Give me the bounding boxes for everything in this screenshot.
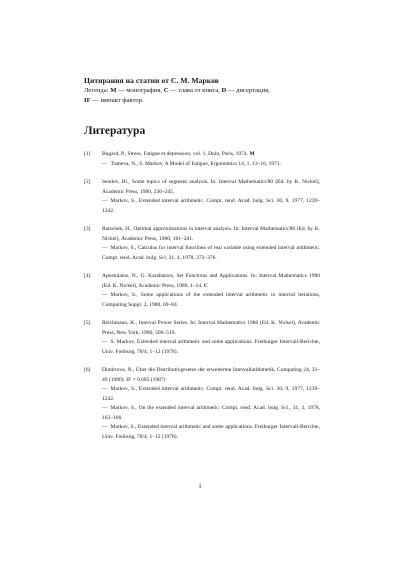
citing-paper — [102, 385, 320, 404]
citing-paper — [102, 404, 320, 423]
reference-citation: Bugard, P., Stress, Fatigue et depression, vol. 1, Doin, Paris, 1974. — [102, 151, 249, 157]
reference-text — [102, 225, 320, 244]
citation-dash: — — [102, 386, 108, 392]
reference-text — [102, 150, 320, 160]
legend-code-monograph: M — [110, 87, 117, 94]
legend-desc-chapter: — глава от книга, — [168, 87, 222, 94]
reference-type-mark: C — [203, 282, 208, 289]
reference-number: [4] — [84, 273, 91, 279]
citation-dash: — — [102, 198, 108, 204]
literature-heading: Литература — [84, 125, 146, 137]
legend-code-impact: IF — [84, 97, 91, 104]
citation-dash: — — [102, 339, 108, 345]
page-number: 1 — [198, 483, 202, 490]
citation-dash: — — [102, 292, 108, 298]
citing-paper-text: Markov, S., Calculus for interval functions of real variable using extended interval arithmetic. Compt. rend. Acad. bulg. Sci. 31, 4, 1978, 373–376. — [102, 245, 320, 261]
reference-item — [84, 150, 320, 169]
reference-number: [3] — [84, 226, 91, 232]
reference-item — [84, 225, 320, 263]
reference-text — [102, 319, 320, 338]
reference-type-mark: M — [249, 151, 255, 157]
citing-paper-text: Markov, S., Extended interval arithmetic. Compt. rend. Acad. bulg. Sci. 30, 9, 1977, 1239–1242. — [102, 198, 320, 214]
reference-number: [2] — [84, 179, 91, 185]
citation-dash: — — [102, 405, 108, 411]
reference-number: [5] — [84, 320, 91, 326]
reference-text — [102, 366, 320, 385]
citation-dash: — — [102, 245, 108, 251]
reference-item — [84, 272, 320, 310]
reference-citation: Reichmann, K., Interval Power Series. In: Interval Mathematics 1980 (Ed. K. Nickel), Academic Press, New York, 1980, 509–519. — [102, 320, 320, 336]
citing-paper — [102, 291, 320, 310]
reference-citation: Sendov, Bl., Some topics of segment analysis. In: Interval Mathematics'80 (Ed. by K. Nickel), Academic Press, 1980, 236–245. — [102, 179, 320, 195]
reference-item — [84, 366, 320, 442]
reference-number: [6] — [84, 367, 91, 373]
citing-paper — [102, 244, 320, 263]
reference-number: [1] — [84, 151, 91, 157]
citing-paper-text: Markov, S., Extended interval arithmetic. Compt. rend. Acad. bulg. Sci. 30, 9, 1977, 1239–1242. — [102, 386, 320, 402]
citing-paper — [102, 338, 320, 357]
legend-code-dissertation: D — [221, 87, 227, 94]
citing-paper — [102, 197, 320, 216]
reference-item — [84, 178, 320, 216]
reference-list — [84, 150, 320, 442]
legend-desc-impact: — импакт фактор. — [90, 97, 144, 104]
legend-prefix: Легенда: — [84, 87, 111, 94]
reference-citation: Dimitrova, N., Über die Distributivgesetze der erweiterten Intervallarithmetik. Computing 24, 33–49 (1980). IF = 0.685 (1987) — [102, 367, 320, 383]
reference-item — [84, 319, 320, 357]
reference-citation: Ratschek, H., Optimal approximations in interval analysis. In: Interval Mathematics'80 (Ed. by K. Nickel), Academic Press, 1980, 181–201. — [102, 226, 320, 242]
legend-code-chapter: C — [163, 87, 169, 94]
reference-text — [102, 272, 320, 291]
citation-dash: — — [102, 160, 108, 167]
citations-header — [84, 76, 334, 106]
citing-paper-text: S. Markov, Extended interval arithmetic and some applications. Freiburger Intervall-Berichte, Univ. Freiburg, 78/4, 1–12 (1978). — [102, 339, 320, 355]
reference-citation: Apostolatos, N., G. Karabatzos, Set Functions and Applications. In: Interval Mathematics 1980 (Ed. K. Nickel), Academic Press, 1980, 1–24. — [102, 273, 320, 289]
citation-dash: — — [102, 424, 108, 430]
header-title: Цитирания на статии от С. М. Марков — [84, 76, 219, 85]
citing-paper-text: Markov, S., On the extended interval arithmetic. Compt. rend. Acad. bulg. Sci., 31, 2, 1978, 163–166. — [102, 405, 320, 421]
citing-paper-text: Markov, S., Some applications of the extended interval arithmetic to interval iterations, Computing Suppl. 2, 1980, 69–84. — [102, 292, 320, 308]
citing-paper-text: Tsaneva, N., S. Markov, A Model of Fatigue, Ergonomics 14, 1, 13–16, 1971. — [110, 160, 282, 167]
citing-paper — [102, 423, 320, 442]
citing-paper — [102, 160, 320, 170]
reference-text — [102, 178, 320, 197]
legend-desc-dissertation: — дисертация, — [226, 87, 270, 94]
citing-paper-text: Markov, S., Extended interval arithmetic and some applications. Freiburger Intervall-Berichte, Univ. Freiburg, 78/4, 1–12 (1978). — [102, 424, 320, 440]
legend-desc-monograph: — монография, — [116, 87, 164, 94]
header-legend — [84, 86, 334, 106]
